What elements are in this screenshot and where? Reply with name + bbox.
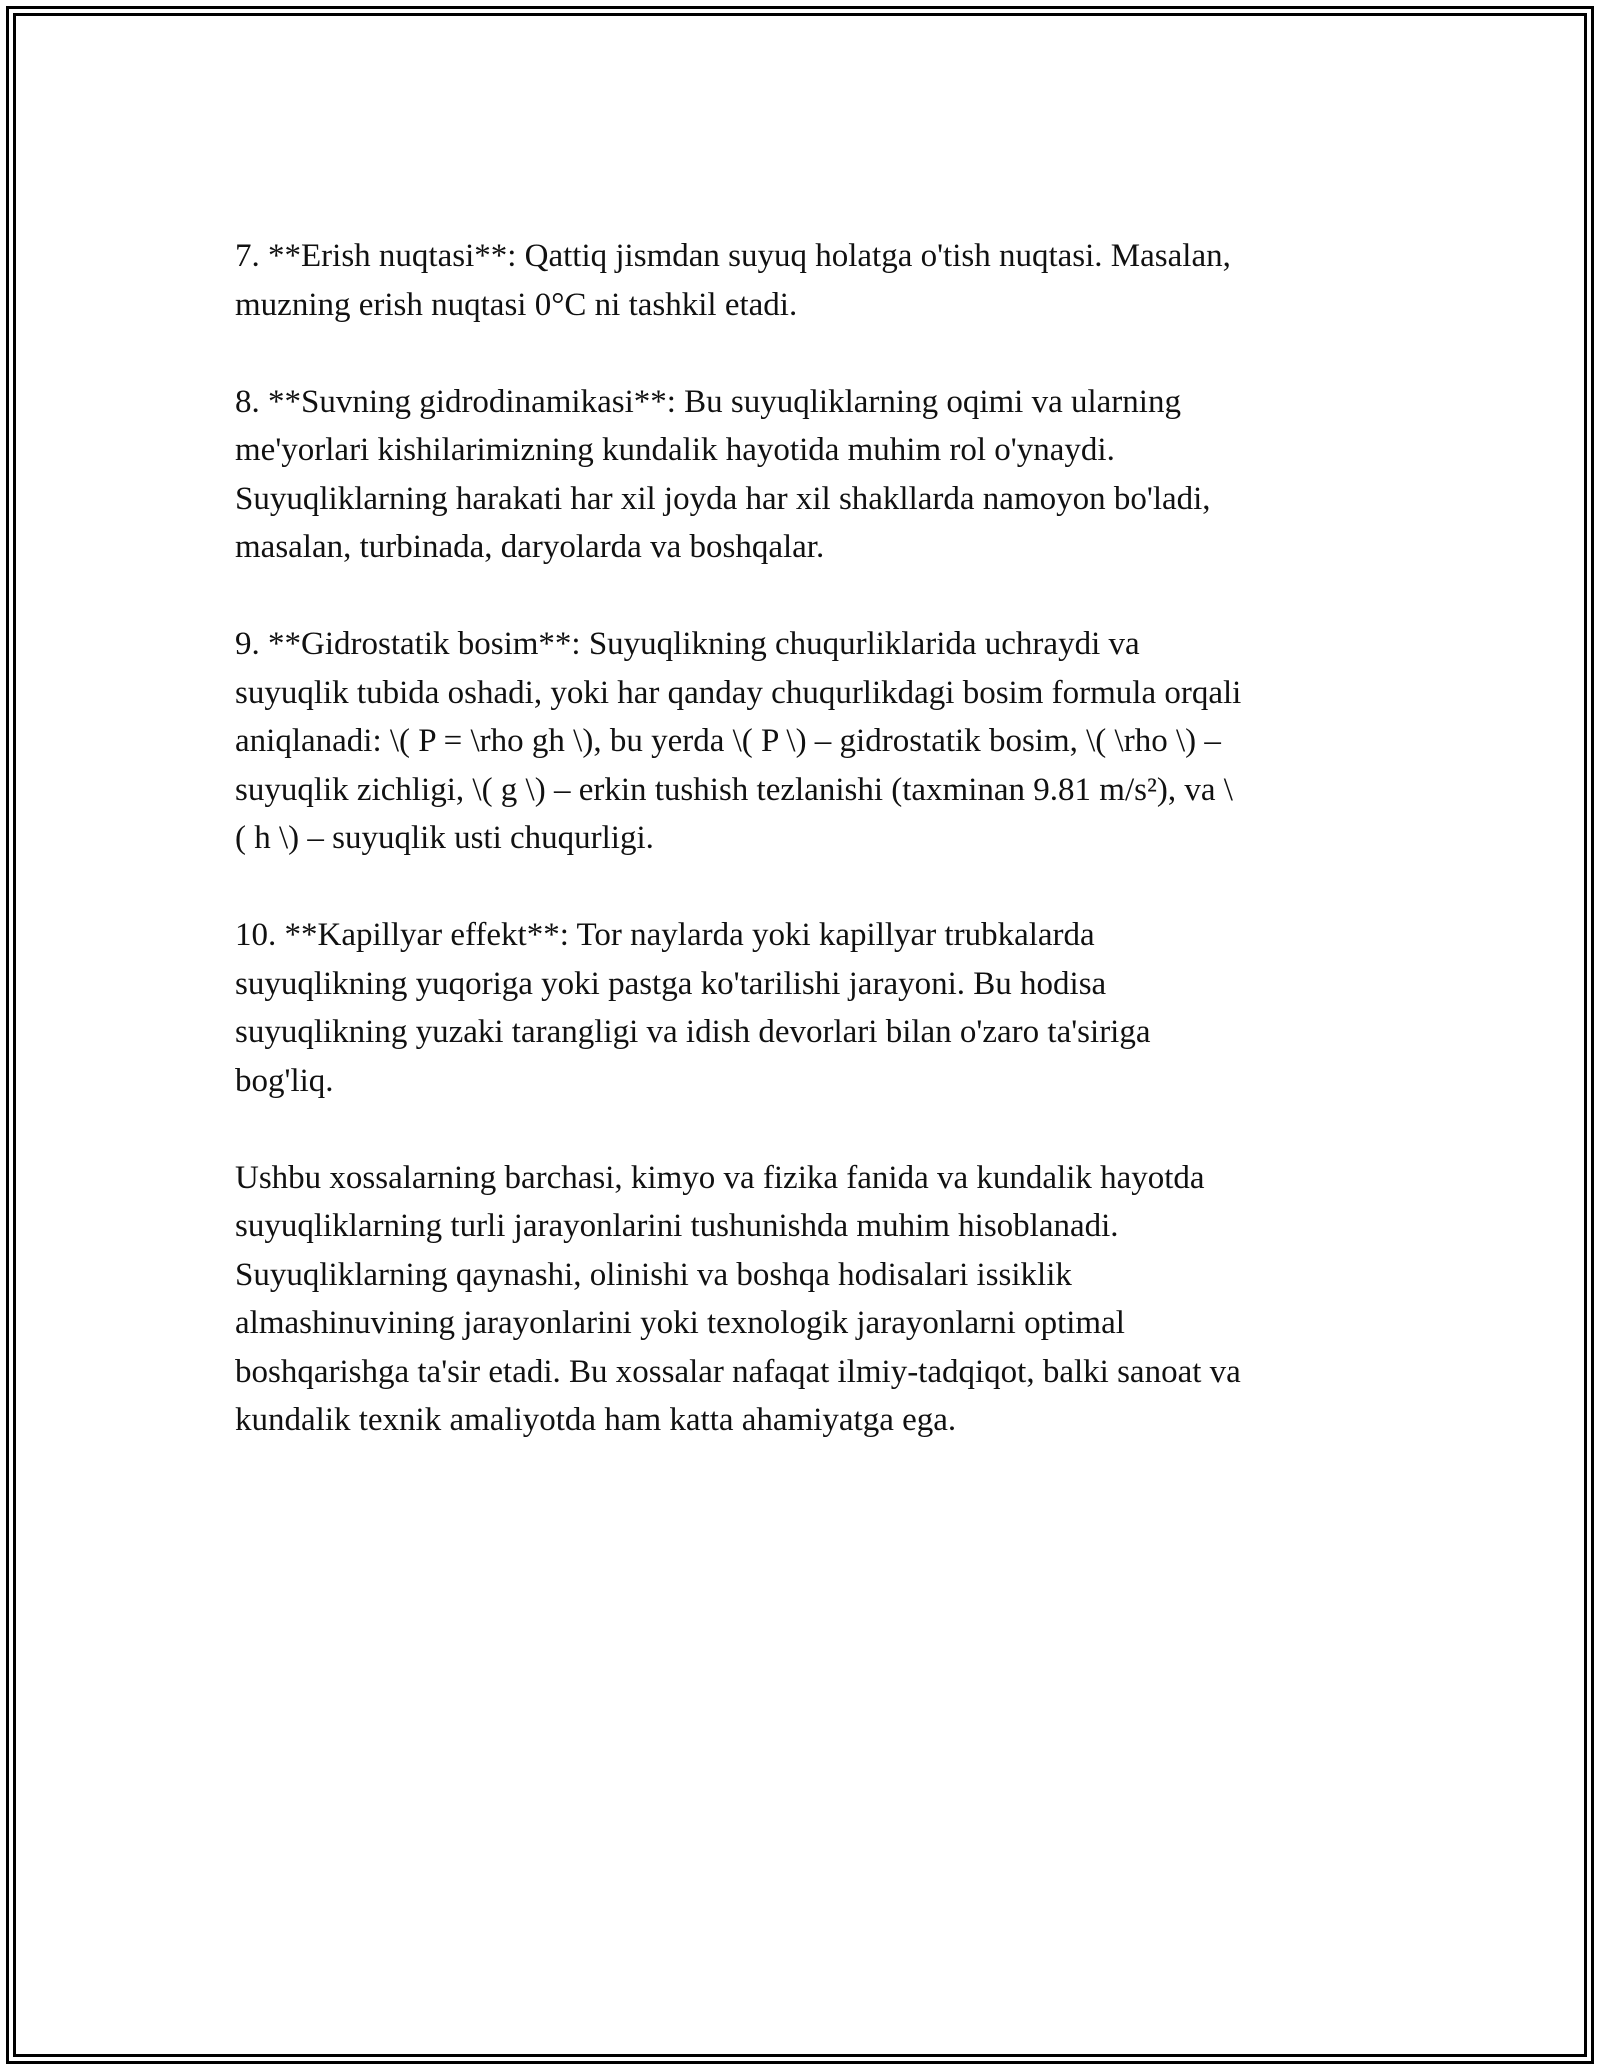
paragraph-conclusion [235,1154,1355,1445]
text-line: almashinuvining jarayonlarini yoki texnologik jarayonlarni optimal [235,1305,1125,1341]
text-line: 10. **Kapillyar effekt**: Tor naylarda yoki kapillyar trubkalarda [235,917,1095,953]
text-line: 7. **Erish nuqtasi**: Qattiq jismdan suyuq holatga o'tish nuqtasi. Masalan, [235,238,1231,274]
document-body [235,232,1355,1493]
paragraph-hydrodynamics [235,378,1355,572]
text-line: Suyuqliklarning harakati har xil joyda har xil shakllarda namoyon bo'ladi, [235,480,1211,517]
text-line: suyuqliklarning turli jarayonlarini tushunishda muhim hisoblanadi. [235,1208,1119,1244]
text-line: kundalik texnik amaliyotda ham katta ahamiyatga ega. [235,1402,957,1438]
text-line: ( h \) – suyuqlik usti chuqurligi. [235,820,654,856]
text-line: suyuqlikning yuqoriga yoki pastga ko'tarilishi jarayoni. Bu hodisa [235,965,1107,1002]
paragraph-capillary-effect [235,911,1355,1105]
text-line: Suyuqliklarning qaynashi, olinishi va boshqa hodisalari issiklik [235,1256,1072,1293]
text-line: 9. **Gidrostatik bosim**: Suyuqlikning chuqurliklarida uchraydi va [235,626,1140,662]
paragraph-melting-point [235,232,1355,329]
text-line: aniqlanadi: \( P = \rho gh \), bu yerda \( P \) – gidrostatik bosim, \( \rho \) – [235,723,1221,759]
text-line: masalan, turbinada, daryolarda va boshqalar. [235,529,825,565]
text-line: muzning erish nuqtasi 0°C ni tashkil etadi. [235,286,798,323]
text-line: bog'liq. [235,1062,334,1099]
text-line: boshqarishga ta'sir etadi. Bu xossalar nafaqat ilmiy-tadqiqot, balki sanoat va [235,1353,1241,1390]
text-line: suyuqlik zichligi, \( g \) – erkin tushish tezlanishi (taxminan 9.81 m/s²), va \ [235,771,1233,808]
paragraph-hydrostatic-pressure [235,620,1355,863]
text-line: suyuqlikning yuzaki tarangligi va idish devorlari bilan o'zaro ta'siriga [235,1014,1151,1050]
text-line: me'yorlari kishilarimizning kundalik hayotida muhim rol o'ynaydi. [235,432,1115,468]
text-line: 8. **Suvning gidrodinamikasi**: Bu suyuqliklarning oqimi va ularning [235,383,1181,420]
text-line: Ushbu xossalarning barchasi, kimyo va fizika fanida va kundalik hayotda [235,1159,1205,1196]
text-line: suyuqlik tubida oshadi, yoki har qanday chuqurlikdagi bosim formula orqali [235,674,1242,711]
